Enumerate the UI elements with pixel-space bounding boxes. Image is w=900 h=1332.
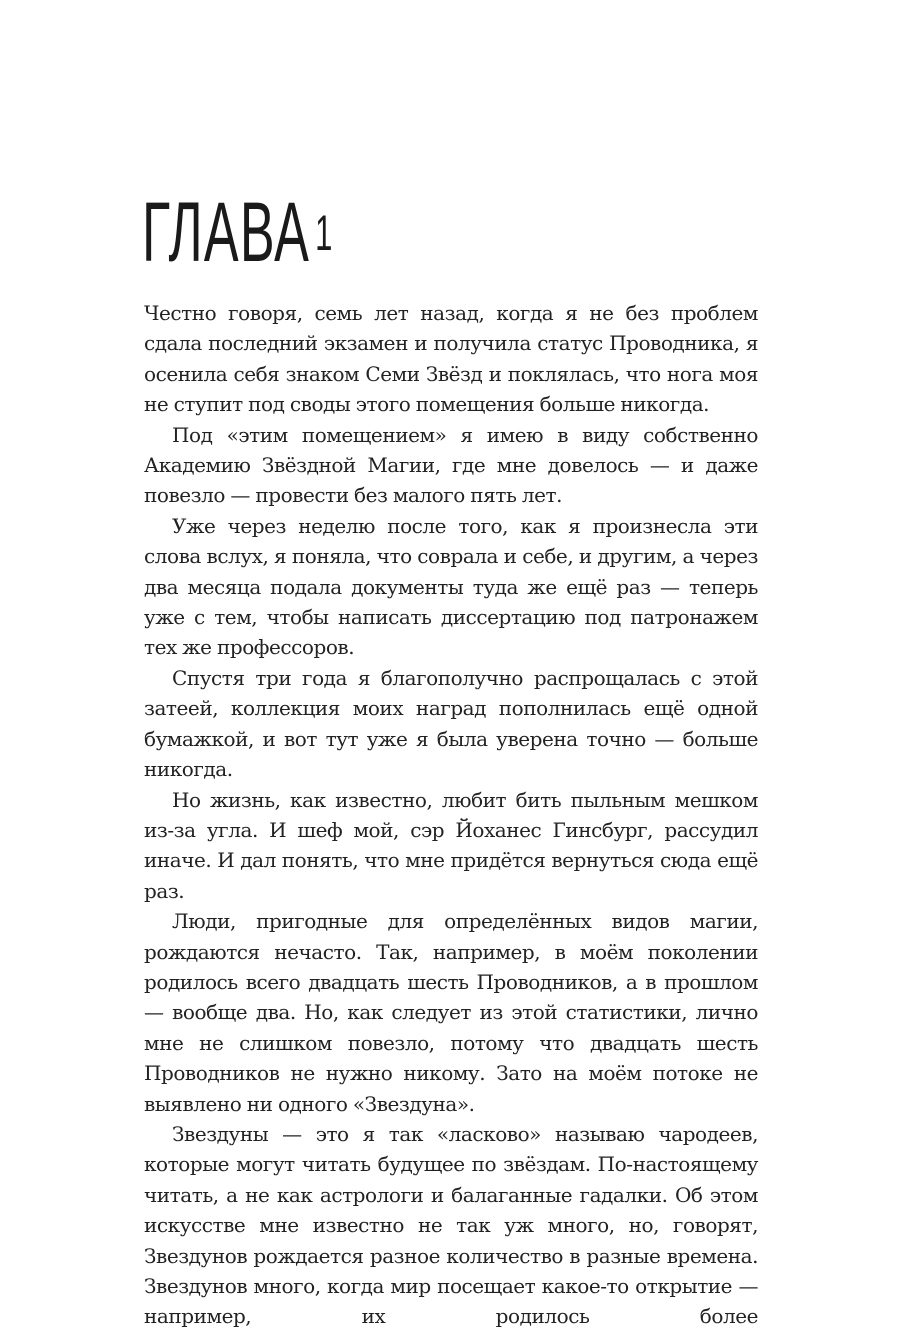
chapter-heading xyxy=(142,185,334,279)
paragraph: Под «этим помещением» я имею в виду собственно Академию Звёздной Магии, где мне довелось — и даже повезло — провести без малого пять лет. xyxy=(144,422,758,508)
chapter-word: ГЛАВА xyxy=(142,185,311,279)
paragraph: Звездуны — это я так «ласково» называю чародеев, которые могут читать будущее по звёздам. По-настоящему читать, а не как астрологи и балаганные гадалки. Об этом искусстве мне известно не так уж много, но, говорят, Звездунов рождается разное количество в разные времена. Звездунов много, когда мир посещает какое-то открытие — например, их родилось более xyxy=(144,1121,758,1329)
paragraph: Люди, пригодные для определённых видов магии, рождаются нечасто. Так, например, в моём поколении родилось всего двадцать шесть Проводников, а в прошлом — вообще два. Но, как следует из этой статистики, лично мне не слишком повезло, потому что двадцать шесть Проводников не нужно никому. Зато на моём потоке не выявлено ни одного «Звездуна». xyxy=(144,909,758,1116)
paragraph: Уже через неделю после того, как я произнесла эти слова вслух, я поняла, что соврала и себе, и другим, а через два месяца подала документы туда же ещё раз — теперь уже с тем, чтобы написать диссертацию под патронажем тех же профессоров. xyxy=(144,513,758,660)
chapter-body xyxy=(144,298,758,1332)
paragraph: Спустя три года я благополучно распрощалась с этой затеей, коллекция моих наград пополнилась ещё одной бумажкой, и вот тут уже я была уверена точно — больше никогда. xyxy=(144,665,758,782)
paragraph: Честно говоря, семь лет назад, когда я не без проблем сдала последний экзамен и получила статус Проводника, я осенила себя знаком Семи Звёзд и поклялась, что нога моя не ступит под своды этого помещения больше никогда. xyxy=(144,301,758,417)
chapter-number: 1 xyxy=(315,205,334,261)
paragraph: Но жизнь, как известно, любит бить пыльным мешком из-за угла. И шеф мой, сэр Йоханес Гинсбург, рассудил иначе. И дал понять, что мне придётся вернуться сюда ещё раз. xyxy=(144,787,758,903)
